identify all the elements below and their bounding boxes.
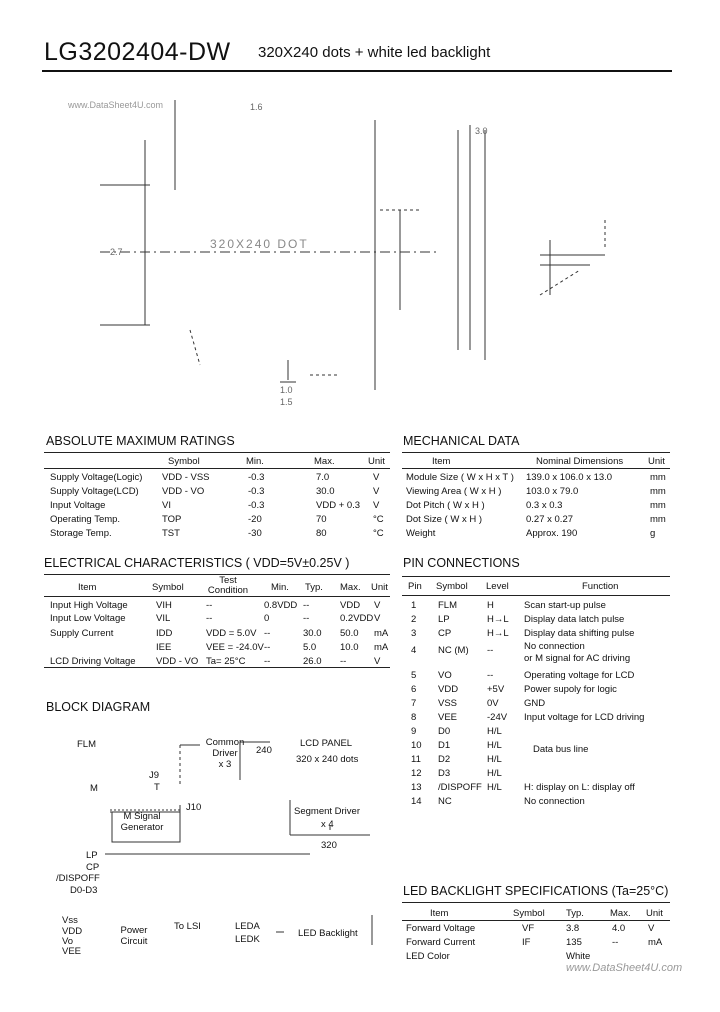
abs-max-symbol-cell: TST [162,528,180,539]
pin-symbol-cell: NC [438,796,452,807]
drawing-label-cl: 2.7 [110,247,123,257]
led-h-typ: Typ. [566,908,584,919]
elec-typ-cell: 30.0 [303,628,322,639]
led-typ-cell: White [566,951,591,962]
abs-max-item-cell: Input Voltage [50,500,106,511]
pins-rule-head [402,595,670,596]
elec-item-cell: Input High Voltage [50,600,128,611]
elec-h-max: Max. [340,582,361,593]
led-item-cell: LED Color [406,951,450,962]
pin-symbol-cell: LP [438,614,450,625]
elec-cond-cell: Ta= 25°C [206,656,246,667]
led-h-max: Max. [610,908,631,919]
pins-h-symbol: Symbol [436,581,468,592]
mech-item-cell: Viewing Area ( W x H ) [406,486,502,497]
pin-symbol-cell: D2 [438,754,451,765]
abs-max-unit-cell: V [373,500,380,511]
pin-symbol-cell: VEE [438,712,458,723]
mech-h-nominal: Nominal Dimensions [536,456,624,467]
header-rule [42,70,672,72]
bd-dispoff: /DISPOFF [56,873,100,884]
drawing-center-label: 320X240 DOT [210,237,309,251]
abs-max-rule-top [44,452,390,453]
pins-h-level: Level [486,581,509,592]
watermark-bottom: www.DataSheet4U.com [566,962,683,974]
bd-t: T [154,782,160,793]
elec-title: ELECTRICAL CHARACTERISTICS ( VDD=5V±0.25V ) [44,556,350,570]
abs-max-h-max: Max. [314,456,335,467]
pin-level-cell: H/L [487,768,502,779]
elec-typ-cell: 5.0 [303,642,317,653]
pin-number-cell: 14 [411,796,422,807]
elec-max-cell: 10.0 [340,642,359,653]
bd-d0-d3: D0-D3 [70,885,98,896]
abs-max-min-cell: -30 [248,528,262,539]
bd-leda: LEDA [235,921,260,932]
elec-min-cell: -- [264,656,271,667]
pin-function-cell: Display data shifting pulse [524,628,635,639]
bd-vee: VEE [62,946,82,957]
led-title: LED BACKLIGHT SPECIFICATIONS (Ta=25°C) [403,884,669,898]
led-h-item: Item [430,908,449,919]
pin-symbol-cell: D0 [438,726,451,737]
elec-max-cell: 50.0 [340,628,359,639]
bd-to-lsi: To LSI [174,921,201,932]
mech-rule-top [402,452,670,453]
pin-symbol-cell: D1 [438,740,451,751]
elec-unit-cell: V [374,600,381,611]
elec-rule-bottom [44,667,390,668]
abs-max-min-cell: -0.3 [248,486,265,497]
led-unit-cell: V [648,923,655,934]
pin-number-cell: 11 [411,754,421,765]
bd-common-driver: Common Driver x 3 [205,737,245,770]
led-h-unit: Unit [646,908,663,919]
mech-unit-cell: mm [650,472,666,483]
elec-cond-cell: -- [206,613,213,624]
abs-max-symbol-cell: VI [162,500,171,511]
bd-cp: CP [86,862,100,873]
pin-number-cell: 10 [411,740,422,751]
bd-240: 240 [256,745,272,756]
pin-number-cell: 3 [411,628,417,639]
mech-unit-cell: mm [650,486,666,497]
abs-max-max-cell: 30.0 [316,486,335,497]
elec-h-unit: Unit [371,582,388,593]
pin-number-cell: 4 [411,645,417,656]
led-symbol-cell: IF [522,937,531,948]
pins-rule-top [402,576,670,577]
led-typ-cell: 3.8 [566,923,580,934]
led-max-cell: 4.0 [612,923,626,934]
pin-number-cell: 2 [411,614,417,625]
abs-max-unit-cell: V [373,486,380,497]
mechanical-drawing [40,90,680,410]
pin-number-cell: 9 [411,726,417,737]
drawing-label-tl: 1.6 [250,102,263,112]
abs-max-max-cell: 80 [316,528,327,539]
pin-function-cell: Power supoly for logic [524,684,617,695]
elec-unit-cell: mA [374,628,389,639]
elec-min-cell: 0 [264,613,270,624]
elec-cond-cell: -- [206,600,213,611]
pin-number-cell: 8 [411,712,417,723]
drawing-label-b2: 1.5 [280,397,293,407]
elec-symbol-cell: IDD [156,628,173,639]
bd-led-backlight: LED Backlight [298,928,358,939]
pin-level-cell: -- [487,645,494,656]
led-rule-head [402,920,670,921]
bd-j10: J10 [186,802,202,813]
drawing-label-tr: 3.0 [475,126,488,136]
abs-max-item-cell: Storage Temp. [50,528,112,539]
pin-function-cell: No connection [524,641,585,652]
abs-max-item-cell: Supply Voltage(Logic) [50,472,143,483]
pin-function-cell: Operating voltage for LCD [524,670,635,681]
led-max-cell: -- [612,937,619,948]
pin-symbol-cell: /DISPOFF [438,782,482,793]
bd-flm: FLM [77,739,96,750]
elec-item-cell: Input Low Voltage [50,613,126,624]
pin-level-cell: H→L [487,628,509,639]
elec-item-cell: Supply Current [50,628,114,639]
abs-max-item-cell: Operating Temp. [50,514,121,525]
bd-lcd-panel: LCD PANEL [300,738,353,749]
mech-unit-cell: g [650,528,656,539]
pin-level-cell: H [487,600,494,611]
elec-max-cell: VDD [340,600,361,611]
mech-h-item: Item [432,456,451,467]
mech-rule-head [402,468,670,469]
elec-cond-cell: VDD = 5.0V [206,628,257,639]
pin-number-cell: 1 [411,600,417,611]
bd-m: M [90,783,98,794]
pin-level-cell: +5V [487,684,505,695]
elec-h-typ: Typ. [305,582,323,593]
led-item-cell: Forward Voltage [406,923,476,934]
bd-lcd-dots: 320 x 240 dots [296,754,359,765]
elec-h-symbol: Symbol [152,582,184,593]
pin-level-cell: H/L [487,726,502,737]
elec-typ-cell: -- [303,613,310,624]
pin-function-cell-2: or M signal for AC driving [524,653,631,664]
elec-item-cell: LCD Driving Voltage [50,656,136,667]
pin-number-cell: 12 [411,768,422,779]
elec-min-cell: 0.8VDD [264,600,298,611]
abs-max-title: ABSOLUTE MAXIMUM RATINGS [46,434,235,448]
watermark-top: www.DataSheet4U.com [68,100,164,110]
pin-level-cell: H→L [487,614,509,625]
abs-max-symbol-cell: TOP [162,514,182,525]
mech-value-cell: 0.3 x 0.3 [526,500,563,511]
mech-title: MECHANICAL DATA [403,434,520,448]
abs-max-item-cell: Supply Voltage(LCD) [50,486,139,497]
bd-320: 320 [321,840,337,851]
pin-function-cell: GND [524,698,546,709]
elec-typ-cell: -- [303,600,310,611]
led-typ-cell: 135 [566,937,582,948]
bd-j9: J9 [149,770,160,781]
bd-segment-driver: Segment Driver [294,806,360,817]
bd-ledk: LEDK [235,934,260,945]
pin-level-cell: -- [487,670,494,681]
pin-level-cell: H/L [487,754,502,765]
mech-value-cell: Approx. 190 [526,528,578,539]
elec-symbol-cell: VIH [156,600,172,611]
mech-item-cell: Dot Size ( W x H ) [406,514,483,525]
bd-vo: Vo [62,936,74,947]
pins-title: PIN CONNECTIONS [403,556,520,570]
pin-number-cell: 5 [411,670,417,681]
pin-symbol-cell: VO [438,670,452,681]
elec-symbol-cell: VIL [156,613,171,624]
bd-m-signal: M Signal Generator [120,811,164,833]
mech-item-cell: Dot Pitch ( W x H ) [406,500,485,511]
pins-h-pin: Pin [408,581,422,592]
abs-max-min-cell: -20 [248,514,262,525]
pin-function-cell: Data bus line [533,744,589,755]
led-symbol-cell: VF [522,923,535,934]
abs-max-max-cell: 70 [316,514,327,525]
abs-max-min-cell: -0.3 [248,500,265,511]
pin-number-cell: 13 [411,782,422,793]
pin-function-cell: No connection [524,796,585,807]
pin-function-cell: Display data latch pulse [524,614,625,625]
bd-vss: Vss [62,915,78,926]
mech-unit-cell: mm [650,514,666,525]
pin-symbol-cell: CP [438,628,452,639]
pin-level-cell: H/L [487,740,502,751]
mech-item-cell: Weight [406,528,436,539]
abs-max-h-unit: Unit [368,456,385,467]
mech-item-cell: Module Size ( W x H x T ) [406,472,514,483]
elec-max-cell: 0.2VDD [340,613,374,624]
bd-vdd: VDD [62,926,83,937]
led-rule-top [402,902,670,903]
bd-power-circuit: Power Circuit [120,925,148,947]
mech-unit-cell: mm [650,500,666,511]
elec-min-cell: -- [264,642,271,653]
pin-level-cell: -24V [487,712,508,723]
mech-value-cell: 139.0 x 106.0 x 13.0 [526,472,613,483]
abs-max-max-cell: 7.0 [316,472,330,483]
elec-rule-top [44,574,390,575]
pin-symbol-cell: D3 [438,768,451,779]
pin-function-cell: Scan start-up pulse [524,600,606,611]
abs-max-h-symbol: Symbol [168,456,200,467]
pin-number-cell: 6 [411,684,417,695]
elec-h-min: Min. [271,582,289,593]
led-h-symbol: Symbol [513,908,545,919]
elec-rule-head [44,596,390,597]
elec-cond-cell: VEE = -24.0V [206,642,264,653]
led-item-cell: Forward Current [406,937,476,948]
block-title: BLOCK DIAGRAM [46,700,151,714]
pin-symbol-cell: VDD [438,684,459,695]
pin-function-cell: H: display on L: display off [524,782,635,793]
mech-value-cell: 0.27 x 0.27 [526,514,574,525]
elec-unit-cell: V [374,613,381,624]
elec-h-cond: Test Condition [207,575,249,596]
pins-h-function: Function [582,581,619,592]
abs-max-h-min: Min. [246,456,264,467]
part-number: LG3202404-DW [44,38,231,66]
led-unit-cell: mA [648,937,663,948]
pin-level-cell: H/L [487,782,502,793]
bd-lp: LP [86,850,98,861]
bd-seg-x4: x 4 [321,819,334,830]
abs-max-min-cell: -0.3 [248,472,265,483]
pin-symbol-cell: NC (M) [438,645,469,656]
elec-unit-cell: mA [374,642,389,653]
elec-symbol-cell: IEE [156,642,172,653]
mech-value-cell: 103.0 x 79.0 [526,486,579,497]
pin-level-cell: 0V [487,698,499,709]
elec-min-cell: -- [264,628,271,639]
abs-max-symbol-cell: VDD - VSS [162,472,210,483]
elec-symbol-cell: VDD - VO [156,656,199,667]
abs-max-rule-head [44,468,390,469]
elec-h-item: Item [78,582,97,593]
pin-number-cell: 7 [411,698,417,709]
abs-max-unit-cell: °C [373,528,384,539]
pin-symbol-cell: FLM [438,600,457,611]
elec-max-cell: -- [340,656,347,667]
elec-unit-cell: V [374,656,381,667]
abs-max-symbol-cell: VDD - VO [162,486,205,497]
pin-symbol-cell: VSS [438,698,458,709]
abs-max-unit-cell: V [373,472,380,483]
pin-function-cell: Input voltage for LCD driving [524,712,645,723]
elec-typ-cell: 26.0 [303,656,322,667]
mech-h-unit: Unit [648,456,665,467]
abs-max-unit-cell: °C [373,514,384,525]
abs-max-max-cell: VDD + 0.3 [316,500,361,511]
drawing-label-b1: 1.0 [280,385,293,395]
subtitle: 320X240 dots + white led backlight [258,44,491,61]
